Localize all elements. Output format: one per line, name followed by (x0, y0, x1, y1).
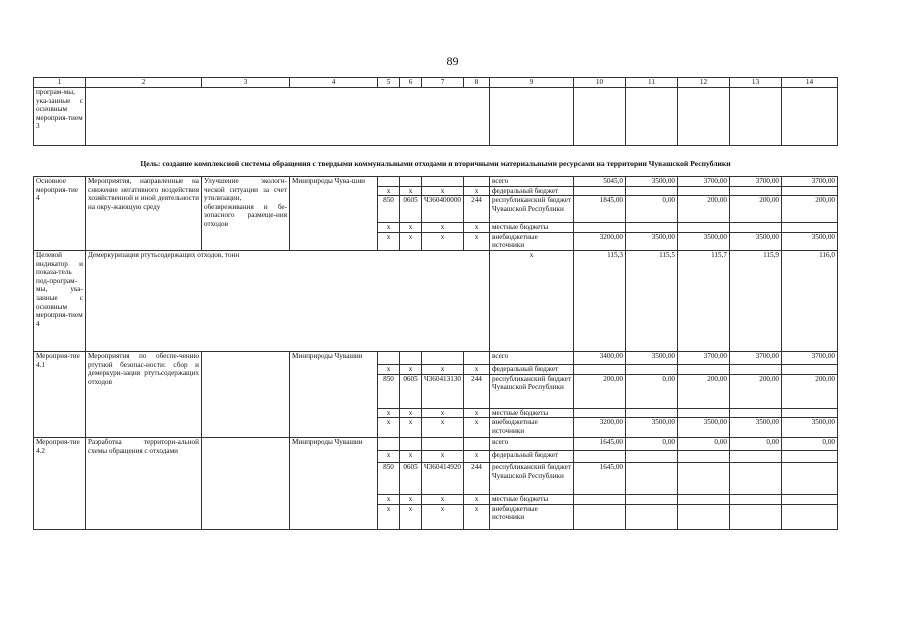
value-cell: 3500,00 (626, 232, 678, 250)
col-number: 1 (34, 78, 86, 88)
value-cell: 115,5 (626, 250, 678, 351)
value-cell: 0,00 (730, 438, 782, 451)
event-name: Мероприя-тие 4.2 (34, 438, 86, 530)
code-cell: х (400, 364, 422, 374)
value-cell: 3700,00 (678, 351, 730, 364)
value-cell: 3200,00 (574, 418, 626, 438)
source-label: федеральный бюджет (490, 364, 574, 374)
value-cell: 3400,00 (574, 351, 626, 364)
source-label: местные бюджеты (490, 495, 574, 505)
column-number-row (34, 78, 838, 88)
value-cell: 3500,00 (782, 232, 838, 250)
empty-cell (202, 438, 290, 530)
value-cell: 200,00 (574, 374, 626, 408)
code-cell: 0605 (400, 196, 422, 223)
event-executor: Минприроды Чувашии (290, 351, 378, 437)
empty-cell (202, 351, 290, 437)
event-description: Мероприятия по обеспе-чению ртутной безопас-ности: сбор и демеркури-зация ртутьсодержащих отходов (86, 351, 202, 437)
empty-cell (86, 88, 490, 146)
code-cell: 0605 (400, 463, 422, 495)
event-description: Разработка территори-альной схемы обращения с отходами (86, 438, 202, 530)
source-label: всего (490, 438, 574, 451)
col-number: 13 (730, 78, 782, 88)
code-cell: х (400, 223, 422, 233)
code-cell: х (378, 418, 400, 438)
value-cell: 200,00 (730, 196, 782, 223)
code-cell: х (464, 451, 490, 463)
source-label: федеральный бюджет (490, 451, 574, 463)
value-cell: 3500,00 (678, 232, 730, 250)
code-cell: х (422, 504, 464, 529)
value-cell: 3500,00 (626, 351, 678, 364)
code-cell: 244 (464, 374, 490, 408)
code-cell: х (400, 451, 422, 463)
code-cell: Ч360414920 (422, 463, 464, 495)
code-cell: х (422, 418, 464, 438)
value-cell: 5045,0 (574, 177, 626, 187)
value-cell: 115,7 (678, 250, 730, 351)
code-cell: 244 (464, 463, 490, 495)
source-label: местные бюджеты (490, 223, 574, 233)
event-effect: Улучшение экологи-ческой ситуации за счет утилизации, обезвреживания и бе-зопасного размеще-ния отходов (202, 177, 290, 251)
code-cell: Ч360413130 (422, 374, 464, 408)
col-number: 7 (422, 78, 464, 88)
value-cell: 0,00 (626, 374, 678, 408)
value-cell: 3500,00 (626, 177, 678, 187)
code-cell: х (464, 504, 490, 529)
col-number: 5 (378, 78, 400, 88)
value-cell: 0,00 (678, 438, 730, 451)
col-number: 12 (678, 78, 730, 88)
col-number: 9 (490, 78, 574, 88)
indicator-description: Демеркуризация ртутьсодержащих отходов, тонн (86, 250, 490, 351)
table-row (34, 351, 838, 364)
table-row (34, 250, 838, 351)
code-cell: х (400, 504, 422, 529)
value-cell: 0,00 (782, 438, 838, 451)
table-row (34, 88, 838, 146)
code-cell: 0605 (400, 374, 422, 408)
col-number: 2 (86, 78, 202, 88)
source-label: всего (490, 177, 574, 187)
event-description: Мероприятия, направленные на снижение негативного воздействия хозяйственной и иной деятельности на окру-жающую среду (86, 177, 202, 251)
code-cell: х (400, 186, 422, 196)
col-number: 10 (574, 78, 626, 88)
empty-cell (626, 88, 678, 146)
empty-cell (782, 88, 838, 146)
value-cell: 200,00 (730, 374, 782, 408)
code-cell: х (422, 186, 464, 196)
value-cell: 3500,00 (782, 418, 838, 438)
code-cell: х (464, 495, 490, 505)
table-row (34, 177, 838, 187)
code-cell: х (400, 418, 422, 438)
empty-cell (678, 88, 730, 146)
source-label: всего (490, 351, 574, 364)
event-executor: Минприроды Чува-шии (290, 177, 378, 251)
code-cell: 850 (378, 374, 400, 408)
source-label: федеральный бюджет (490, 186, 574, 196)
code-cell: х (400, 408, 422, 418)
value-cell: 0,00 (626, 438, 678, 451)
code-cell: х (378, 186, 400, 196)
value-cell: 200,00 (782, 374, 838, 408)
empty-cell (730, 88, 782, 146)
code-cell: 850 (378, 196, 400, 223)
col-number: 11 (626, 78, 678, 88)
code-cell: х (378, 451, 400, 463)
goal-text: Цель: создание комплексной системы обращения с твердыми коммунальными отходами и вторичными материальными ресурсами на территории Чувашской Республики (34, 146, 838, 177)
source-label: республиканский бюджет Чувашской Республики (490, 463, 574, 495)
code-cell: х (464, 408, 490, 418)
event-name: Мероприя-тие 4.1 (34, 351, 86, 437)
source-label: республиканский бюджет Чувашской Республики (490, 374, 574, 408)
value-cell: 3500,00 (678, 418, 730, 438)
col-number: 6 (400, 78, 422, 88)
code-cell: х (422, 495, 464, 505)
source-label: внебюджетные источники (490, 418, 574, 438)
value-cell: 115,3 (574, 250, 626, 351)
page-number: 89 (446, 54, 459, 68)
value-cell: 200,00 (678, 196, 730, 223)
value-cell: 1645,00 (574, 438, 626, 451)
value-cell: 1845,00 (574, 196, 626, 223)
value-cell: 200,00 (782, 196, 838, 223)
indicator-continuation: програм-мы, ука-занные с основным мероприя-тием 3 (34, 88, 86, 146)
code-cell: х (422, 223, 464, 233)
indicator-name: Целевой индикатор и показа-тель под-програм-мы, ука-занные с основным мероприя-тием 4 (34, 250, 86, 351)
event-executor: Минприроды Чувашии (290, 438, 378, 530)
code-cell: х (378, 495, 400, 505)
value-cell: 3500,00 (730, 232, 782, 250)
code-cell: х (422, 364, 464, 374)
value-cell: 3500,00 (626, 418, 678, 438)
event-name: Основное мероприя-тие 4 (34, 177, 86, 251)
empty-cell (490, 88, 574, 146)
empty-cell (574, 88, 626, 146)
code-cell: х (464, 223, 490, 233)
col-number: 4 (290, 78, 378, 88)
value-cell: 3700,00 (678, 177, 730, 187)
col-number: 8 (464, 78, 490, 88)
code-cell: х (464, 232, 490, 250)
source-label: республиканский бюджет Чувашской Республики (490, 196, 574, 223)
value-cell: 115,9 (730, 250, 782, 351)
value-cell: 200,00 (678, 374, 730, 408)
col-number: 14 (782, 78, 838, 88)
code-cell: х (400, 495, 422, 505)
source-label: внебюджетные источники (490, 232, 574, 250)
code-cell: х (378, 408, 400, 418)
code-cell: х (464, 186, 490, 196)
value-cell: 116,0 (782, 250, 838, 351)
code-cell: х (422, 232, 464, 250)
value-cell: 3700,00 (782, 177, 838, 187)
code-cell: х (464, 418, 490, 438)
code-cell: 850 (378, 463, 400, 495)
value-cell: 3200,00 (574, 232, 626, 250)
code-cell: х (378, 232, 400, 250)
code-cell: х (422, 451, 464, 463)
col-number: 3 (202, 78, 290, 88)
program-table (33, 77, 838, 530)
code-cell: х (464, 364, 490, 374)
value-cell: 3700,00 (730, 177, 782, 187)
value-cell: 0,00 (626, 196, 678, 223)
value-cell: 3700,00 (730, 351, 782, 364)
code-cell: х (378, 504, 400, 529)
indicator-unit: х (490, 250, 574, 351)
goal-row (34, 146, 838, 177)
table-row (34, 438, 838, 451)
value-cell: 3700,00 (782, 351, 838, 364)
source-label: внебюджетные источники (490, 504, 574, 529)
value-cell: 1645,00 (574, 463, 626, 495)
code-cell: Ч360400000 (422, 196, 464, 223)
code-cell: х (422, 408, 464, 418)
value-cell: 3500,00 (730, 418, 782, 438)
code-cell: х (378, 223, 400, 233)
code-cell: х (378, 364, 400, 374)
code-cell: 244 (464, 196, 490, 223)
source-label: местные бюджеты (490, 408, 574, 418)
code-cell: х (400, 232, 422, 250)
